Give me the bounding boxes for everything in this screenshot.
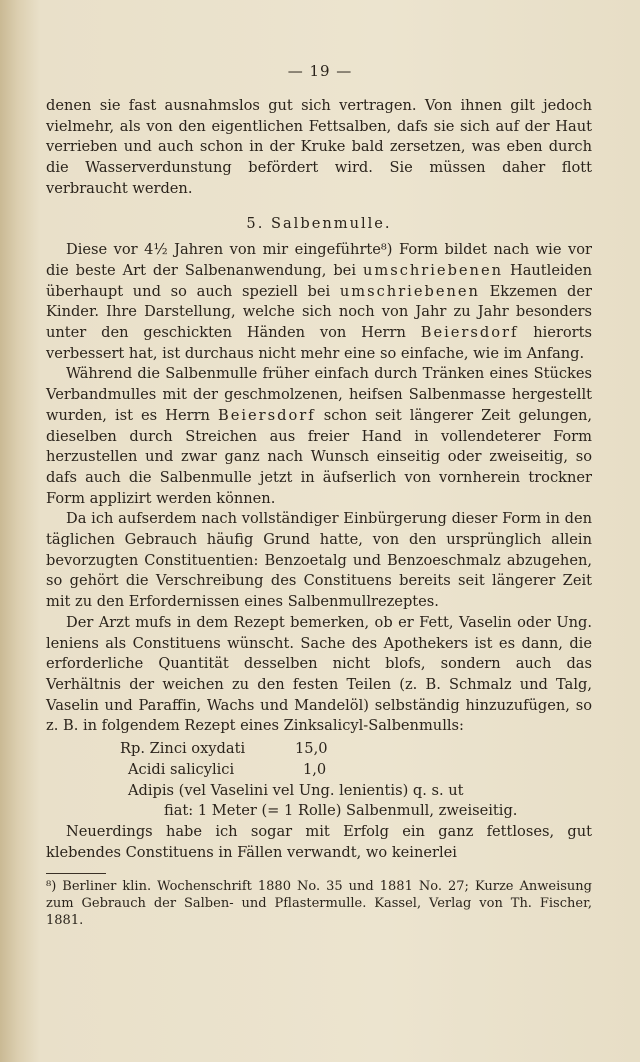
recipe-line: Acidi salicylici 1,0 [128,760,327,778]
recipe-line: Adipis (vel Vaselini vel Ung. lenientis) q. s. ut fiat: 1 Meter (= 1 Rolle) Salbenmull, zweiseitig. [128,781,518,820]
emphasis: umschriebenen [362,261,503,279]
emphasis: Beiersdorf [420,324,519,342]
emphasis: umschriebenen [339,282,480,300]
paragraph-6: Neuerdings habe ich sogar mit Erfolg ein ganz fettloses, gut klebendes Constituens in Fällen verwandt, wo keinerlei [46,822,592,861]
paragraph-1: denen sie fast ausnahmslos gut sich vertragen. Von ihnen gilt jedoch vielmehr, als von den eigentlichen Fettsalben, dafs sie sich auf der Haut verrieben und auch schon in der Kruke bald zersetzen, was eben durch die Wasserverdunstung befördert wird. Sie müssen daher flott verbraucht werden. [46,97,592,197]
paragraph-3: Während die Salbenmulle früher einfach durch Tränken eines Stückes Verbandmulles mit der geschmolzenen, heifsen Salbenmasse hergestellt wurden, ist es Herrn Beiersdorf schon seit längerer Zeit gelungen, dieselben durch Streichen aus freier Hand in vollendeterer Form herzustellen und zwar ganz nach Wunsch einseitig oder zweiseitig, so dafs auch die Salbenmulle jetzt in äufserlich von vornherein trockner Form applizirt werden können. [46,365,592,507]
recipe-line: Rp. Zinci oxydati 15,0 [120,740,328,758]
page-body [46,96,592,929]
page-number: — 19 — [287,62,353,80]
section-heading: 5. Salbenmulle. [246,214,392,232]
footnote: ⁸) Berliner klin. Wochenschrift 1880 No. 35 und 1881 No. 27; Kurze Anweisung zum Gebrauch der Salben- und Pflastermulle. Kassel, Verlag von Th. Fischer, 1881. [46,879,592,929]
recipe [120,739,592,822]
paragraph-4: Da ich aufserdem nach vollständiger Einbürgerung dieser Form in den täglichen Gebrauch häufig Grund hatte, von den ursprünglich allein bevorzugten Constituentien: Benzoetalg und Benzoeschmalz abzugehen, so gehört die Verschreibung des Constituens bereits seit längerer Zeit mit zu den Erfordernissen eines Salbenmullrezeptes. [46,510,592,611]
footnote-divider [46,873,106,874]
paragraph-2: Diese vor 4½ Jahren von mir eingeführte⁸) Form bildet nach wie vor die beste Art der Salbenanwendung, bei umschriebenen Hautleiden überhaupt und so auch speziell bei umschriebenen Ekzemen der Kinder. Ihre Darstellung, welche sich noch von Jahr zu Jahr besonders unter den geschickten Händen von Herrn Beiersdorf hierorts verbessert hat, ist durchaus nicht mehr eine so einfache, wie im Anfang. [46,241,593,362]
paragraph-5: Der Arzt mufs in dem Rezept bemerken, ob er Fett, Vaselin oder Ung. leniens als Constituens wünscht. Sache des Apothekers ist es dann, die erforderliche Quantität desselben nicht blofs, sondern auch das Verhältnis der weichen zu den festen Teilen (z. B. Schmalz und Talg, Vaselin und Paraffin, Wachs und Mandelöl) selbständig hinzuzufügen, so z. B. in folgendem Rezept eines Zinksalicyl-Salbenmulls: [46,613,592,735]
emphasis: Beiersdorf [218,406,316,424]
